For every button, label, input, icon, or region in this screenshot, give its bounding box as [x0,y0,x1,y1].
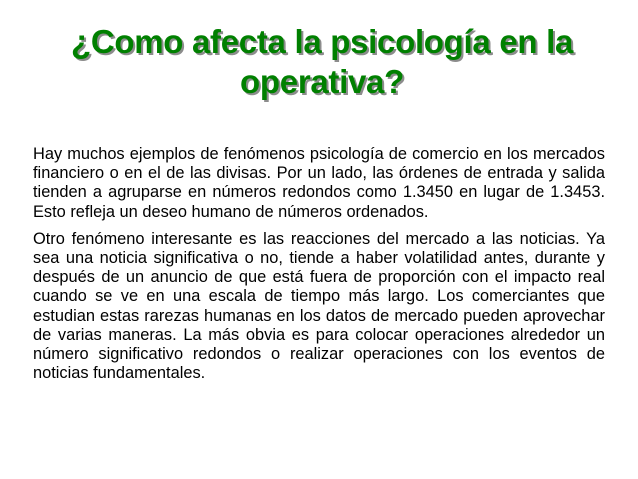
slide-title: ¿Como afecta la psicología en la operativa? [70,23,574,100]
paragraph-order-clustering: Hay muchos ejemplos de fenómenos psicología de comercio en los mercados financiero o en el de las divisas. Por un lado, las órdenes de entrada y salida tienden a agruparse en números redondos como 1.3450 en lugar de 1.3453. Esto refleja un deseo humano de números ordenados. [33,145,605,221]
paragraph-news-reactions: Otro fenómeno interesante es las reacciones del mercado a las noticias. Ya sea una noticia significativa o no, tiende a haber volatilidad antes, durante y después de un anuncio de que está fuera de proporción con el impacto real cuando se ve en una escala de tiempo más largo. Los comerciantes que estudian estas rarezas humanas en los datos de mercado pueden aprovechar de varias maneras. La más obvia es para colocar operaciones alrededor un número significativo redondos o realizar operaciones con los eventos de noticias fundamentales. [33,229,605,383]
slide-body [33,145,605,391]
